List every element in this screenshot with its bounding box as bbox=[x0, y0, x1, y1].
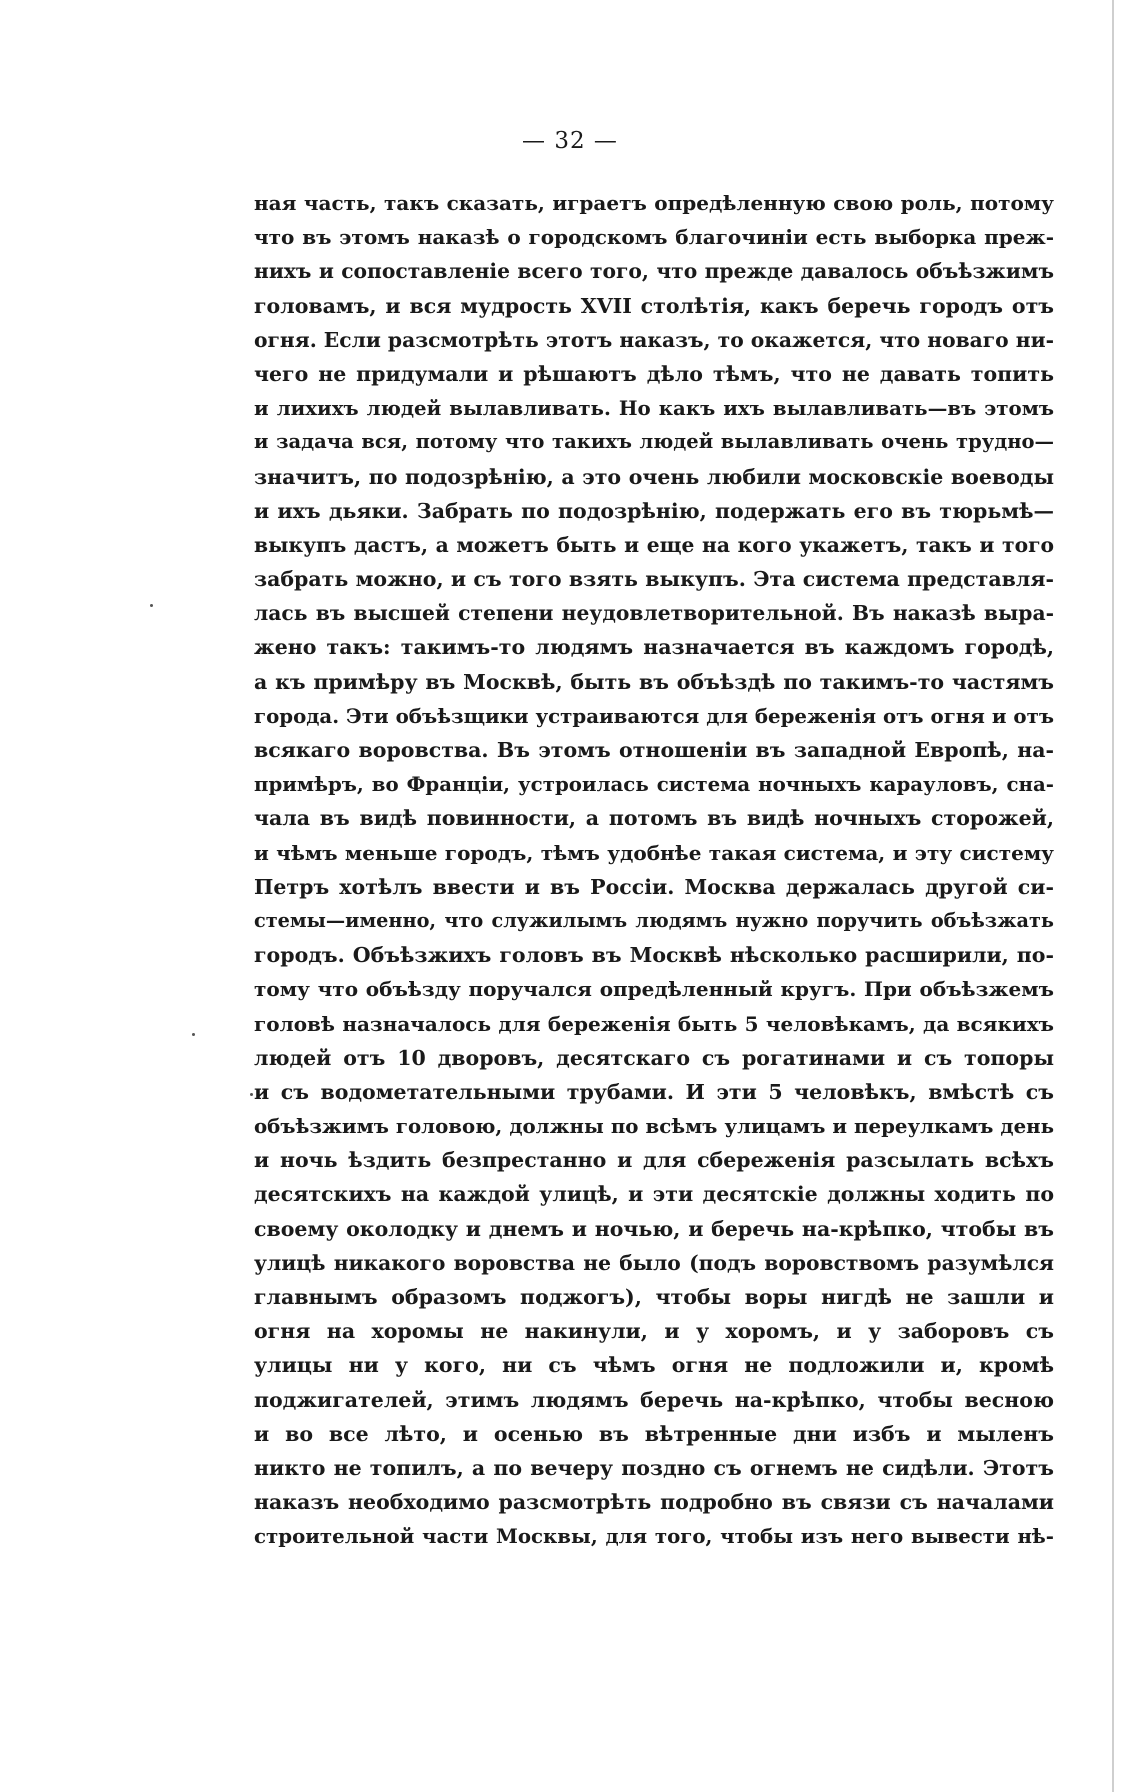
text-line: лась въ высшей степени неудовлетворительной. Въ наказѣ выра- bbox=[254, 601, 1054, 626]
text-line: стемы—именно, что служилымъ людямъ нужно поручить объѣзжать bbox=[254, 908, 1054, 932]
text-line: города. Эти объѣзщики устраиваются для береженія отъ огня и отъ bbox=[254, 703, 1054, 728]
text-line: значитъ, по подозрѣнію, а это очень любили московскіе воеводы bbox=[254, 464, 1054, 489]
text-line: и лихихъ людей вылавливать. Но какъ ихъ вылавливать—въ этомъ bbox=[254, 396, 1054, 421]
text-line: и задача вся, потому что такихъ людей вылавливать очень трудно— bbox=[254, 430, 1054, 454]
text-line: главнымъ образомъ поджогъ), чтобы воры нигдѣ не зашли и bbox=[254, 1285, 1054, 1309]
text-line: улицѣ никакого воровства не было (подъ воровствомъ разумѣлся bbox=[254, 1250, 1054, 1275]
text-line: выкупъ дастъ, а можетъ быть и еще на кого укажетъ, такъ и того bbox=[254, 532, 1054, 557]
text-line: своему околодку и днемъ и ночью, и беречь на-крѣпко, чтобы въ bbox=[254, 1216, 1054, 1241]
text-line: и чѣмъ меньше городъ, тѣмъ удобнѣе такая система, и эту систему bbox=[254, 840, 1054, 865]
text-line: тому что объѣзду поручался опредѣленный кругъ. При объѣзжемъ bbox=[254, 977, 1054, 1002]
text-line: а къ примѣру въ Москвѣ, быть въ объѣздѣ по такимъ-то частямъ bbox=[254, 669, 1054, 694]
scan-speck bbox=[250, 1093, 253, 1096]
text-line: что въ этомъ наказѣ о городскомъ благочиніи есть выборка преж- bbox=[254, 225, 1054, 250]
text-line: никто не топилъ, а по вечеру поздно съ огнемъ не сидѣли. Этотъ bbox=[254, 1455, 1054, 1480]
text-line: и съ водометательными трубами. И эти 5 человѣкъ, вмѣстѣ съ bbox=[254, 1079, 1054, 1104]
text-line: огня. Если разсмотрѣть этотъ наказъ, то окажется, что новаго ни- bbox=[254, 327, 1054, 352]
page-number: — 32 — bbox=[522, 128, 618, 154]
text-line: забрать можно, и съ того взять выкупъ. Эта система представля- bbox=[254, 567, 1054, 592]
text-line: нихъ и сопоставленіе всего того, что прежде давалось объѣзжимъ bbox=[254, 259, 1054, 284]
text-line: и ночь ѣздить безпрестанно и для сбереженія разсылать всѣхъ bbox=[254, 1148, 1054, 1173]
text-line: поджигателей, этимъ людямъ беречь на-крѣпко, чтобы весною bbox=[254, 1387, 1054, 1412]
text-line: и ихъ дьяки. Забрать по подозрѣнію, подержать его въ тюрьмѣ— bbox=[254, 498, 1054, 523]
text-line: головѣ назначалось для береженія быть 5 человѣкамъ, да всякихъ bbox=[254, 1011, 1054, 1036]
scan-speck bbox=[150, 604, 153, 607]
text-line: жено такъ: такимъ-то людямъ назначается въ каждомъ городѣ, bbox=[254, 635, 1054, 660]
text-line: объѣзжимъ головою, должны по всѣмъ улицамъ и переулкамъ день bbox=[254, 1114, 1054, 1139]
text-line: людей отъ 10 дворовъ, десятскаго съ рогатинами и съ топоры bbox=[254, 1045, 1054, 1070]
text-line: чего не придумали и рѣшаютъ дѣло тѣмъ, что не давать топить bbox=[254, 361, 1054, 386]
scan-speck bbox=[192, 1033, 195, 1036]
text-line: наказъ необходимо разсмотрѣть подробно въ связи съ началами bbox=[254, 1490, 1054, 1515]
text-line: улицы ни у кого, ни съ чѣмъ огня не подложили и, кромѣ bbox=[254, 1353, 1054, 1378]
text-line: огня на хоромы не накинули, и у хоромъ, и у заборовъ съ bbox=[254, 1319, 1054, 1344]
text-line: головамъ, и вся мудрость XVII столѣтія, какъ беречь городъ отъ bbox=[254, 293, 1054, 318]
text-line: городъ. Объѣзжихъ головъ въ Москвѣ нѣсколько расширили, по- bbox=[254, 943, 1054, 968]
text-line: всякаго воровства. Въ этомъ отношеніи въ западной Европѣ, на- bbox=[254, 738, 1054, 762]
text-line: чала въ видѣ повинности, а потомъ въ видѣ ночныхъ сторожей, bbox=[254, 806, 1054, 831]
text-line: строительной части Москвы, для того, чтобы изъ него вывести нѣ- bbox=[254, 1524, 1054, 1549]
text-line: Петръ хотѣлъ ввести и въ Россіи. Москва держалась другой си- bbox=[254, 874, 1054, 899]
text-line: десятскихъ на каждой улицѣ, и эти десятскіе должны ходить по bbox=[254, 1182, 1054, 1207]
text-line: и во все лѣто, и осенью въ вѣтренные дни избъ и мыленъ bbox=[254, 1421, 1054, 1446]
text-line: примѣръ, во Франціи, устроилась система ночныхъ карауловъ, сна- bbox=[254, 772, 1054, 797]
text-line: ная часть, такъ сказать, играетъ опредѣленную свою роль, потому bbox=[254, 191, 1054, 215]
page-edge-divider bbox=[1112, 0, 1114, 1792]
body-text bbox=[254, 186, 1054, 1554]
